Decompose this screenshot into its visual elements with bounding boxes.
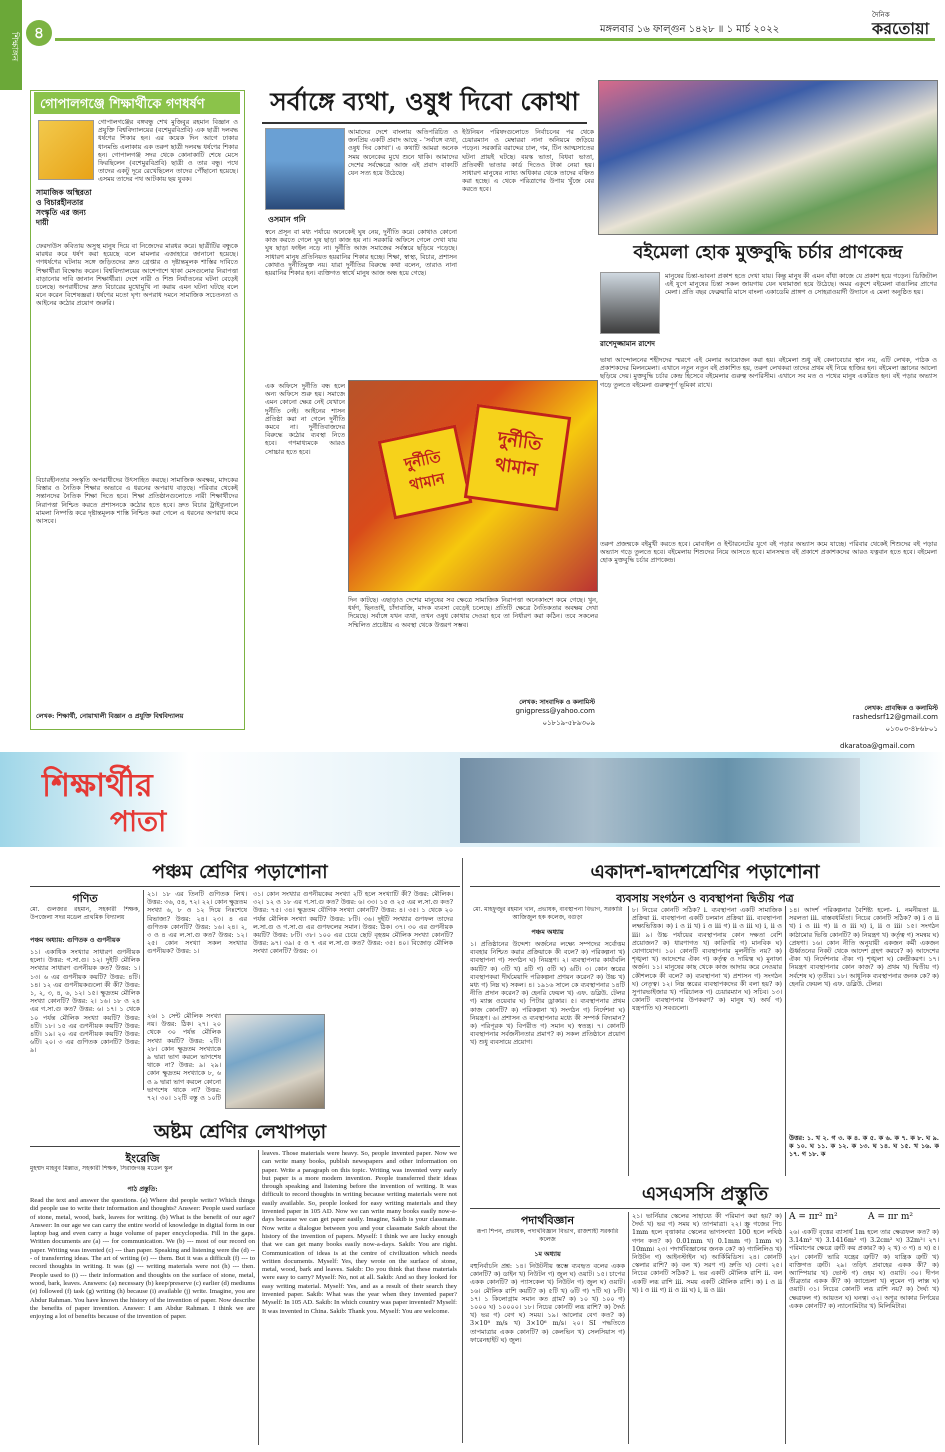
center-story-phone: ০১৮১৯-৫৮৯৩০৯: [542, 719, 595, 727]
class8-chapter: পাঠ প্রস্তুতি:: [127, 1185, 158, 1193]
page-number: ৪: [26, 20, 52, 46]
right-author-name: রাশেদুজ্জামান রাশেদ: [600, 339, 655, 348]
center-story-byline: লেখক: সাংবাদিক ও কলামিস্ট: [519, 698, 595, 706]
right-story-phone: ০১৩০৩-৪৮৬৮০১: [885, 725, 938, 733]
ssc-formula-2: A = πr m²: [868, 1212, 913, 1222]
class5-col-3: ২৬। ১ সেন্ট মৌলিক সংখ্যা নয়। উত্তর: ঠিক। ২৭। ২০ থেকে ৩০ পর্যন্ত মৌলিক সংখ্যা কয়টি? উত্তর: ২টি। ২৮। কোন ক্ষুদ্রতম সংখ্যাকে ৯ দ্বারা ভাগ করলে ভাগশেষ থাকে না? উত্তর: ৯। ২৯। কোন ক্ষুদ্রতম সংখ্যাকে ৮, ৬ ও ৯ দ্বারা ভাগ করলে কোনো ভাগশেষ থাকে না? উত্তর: ৭২। ৩০। ১২টি বস্তু ও ১০টি: [147, 1012, 221, 1102]
issue-date: মঙ্গলবার ১৬ ফাল্গুন ১৪২৮ ॥ ১ মার্চ ২০২২: [600, 24, 780, 35]
right-story-body-2: ভাষা আন্দোলনের শহীদদের স্মরণে এই মেলার আয়োজন করা হয়। বইমেলা শুধু বই কেনাবেচার স্থান নয়, এটি লেখক, পাঠক ও প্রকাশকদের মিলনমেলা। এখানে নতুন নতুন বই প্রকাশিত হয়, তরুণ লেখকরা তাদের প্রথম বই নিয়ে হাজির হন। বইমেলা জ্ঞানের আলো ছড়িয়ে দেয়। মুক্তবুদ্ধি চর্চার কেন্দ্র হিসেবে বইমেলার গুরুত্ব অপরিসীম। এখানে সব মত ও পথের মানুষ একত্রিত হন। বই পড়ার অভ্যাস গড়ে তুলতে বইমেলা গুরুত্বপূর্ণ ভূমিকা রাখে।: [600, 356, 937, 389]
left-story-body-1: গোপালগঞ্জের বঙ্গবন্ধু শেখ মুজিবুর রহমান বিজ্ঞান ও প্রযুক্তি বিশ্ববিদ্যালয়ের (বশেমুরবিপ্রবি) এক ছাত্রী দলবদ্ধ ধর্ষণের শিকার হন। এর কয়েক দিন আগে ঢাকার ধানমন্ডি এলাকায় এক তরুণ ছাত্রী দলবদ্ধ ধর্ষণের শিকার হন। গোপালগঞ্জ সদর থেকে কোনাকাটি শেষে মেসে ফিরছিলেন (বশেমুরবিপ্রবি) ছাত্রী ও তার বন্ধু। পথে তাদের একটু দূরে রেখেছিলেন তাদের পৌঁছানো হয়েছে। এসময় তাদের পথ আটকায় ছয় যুবক।: [98, 118, 238, 184]
ssc-col-1: বহুনির্বাচনি প্রশ্ন: ১৪। নিউটনীয় স্তম্ভে ব্যবহৃত বলের একক কোনটি? ক) ডাইন খ) নিউটন গ) জুল ঘ) ওয়াট। ১৫। চাপের একক কোনটি? ক) প্যাসকেল খ) নিউটন গ) জুল ঘ) ওয়াট। ১৬। মৌলিক রাশি কয়টি? ক) ৫টি খ) ৬টি গ) ৭টি ঘ) ৮টি। ১৭। ১ কিলোগ্রাম সমান কত গ্রাম? ক) ১০ খ) ১০০ গ) ১০০০ ঘ) ১০০০০। ১৮। নিচের কোনটি লব্ধ রাশি? ক) দৈর্ঘ্য খ) ভর গ) বেগ ঘ) সময়। ১৯। আলোর বেগ কত? ক) 3×10⁸ m/s খ) 3×10⁶ m/s। ২০। SI পদ্ধতিতে তাপমাত্রার একক কোনটি? ক) কেলভিন খ) সেলসিয়াস গ) ফারেনহাইট ঘ) জুল।: [470, 1262, 625, 1344]
ssc-subject: পদার্থবিজ্ঞান: [520, 1214, 575, 1227]
sign-large: দুর্নীতি থামান: [464, 404, 571, 511]
right-story-body-3: তরুণ প্রজন্মকে বইমুখী করতে হবে। মোবাইল ও ইন্টারনেটের যুগে বই পড়ার অভ্যাস কমে যাচ্ছে। পরিবার থেকেই শিশুদের বই পড়ার অভ্যাস গড়ে তুলতে হবে। বইমেলায় শিশুদের নিয়ে আসতে হবে। মানসম্মত বই প্রকাশে প্রকাশকদের আরও যত্নবান হতে হবে। বইমেলা হোক মুক্তবুদ্ধি চর্চার প্রাণকেন্দ্র।: [600, 540, 937, 565]
class5-col-2: ২১। ১৮ এর তিনটি গুণিতক লিখ। উত্তর: ৩৬, ৫৪, ৭২। ২২। কোন ক্ষুদ্রতম সংখ্যা ৬, ৮ ও ১২ দিয়ে নিঃশেষে বিভাজ্য? উত্তর: ২৪। ২৩। ৪ এর গুণিতক কোনটি? উত্তর: ১৬। ২৪। ২, ৩ ও ৪ এর ল.সা.গু কত? উত্তর: ১২। ২৫। কোন সংখ্যা সকল সংখ্যার গুণনীয়ক? উত্তর: ১।: [147, 890, 247, 956]
class5-subject: গণিত: [72, 892, 98, 905]
ssc-formula-1: A = πr² m²: [789, 1212, 838, 1222]
ssc-heading: এসএসসি প্রস্তুতি: [641, 1183, 769, 1205]
class11-subject: ব্যবসায় সংগঠন ও ব্যবস্থাপনা দ্বিতীয় পত্র: [616, 892, 794, 905]
header-rule: [55, 38, 935, 41]
ssc-col-3: ২৬। একটি বৃত্তের ব্যাসার্ধ 1m হলে তার ক্ষেত্রফল কত? ক) 3.14m² খ) 3.1416m² গ) 3.2cm² ঘ) 32m²। ২৭। পরিমাপের ক্ষেত্রে ত্রুটি কয় প্রকার? ক) ২ খ) ৩ গ) ৪ ঘ) ৫। ২৮। কোনটি ভারি যন্ত্রের ত্রুটি? ক) যান্ত্রিক ত্রুটি খ) ব্যক্তিগত ত্রুটি। ২৯। তড়িৎ প্রবাহের একক কী? ক) অ্যাম্পিয়ার খ) ভোল্ট গ) ওহম ঘ) ওয়াট। ৩০। দীপন তীব্রতার একক কী? ক) ক্যান্ডেলা খ) লুমেন গ) লাক্স ঘ) ওয়াট। ৩১। নিচের কোনটি লব্ধ রাশি নয়? ক) দৈর্ঘ্য খ) ক্ষেত্রফল গ) আয়তন ঘ) ঘনত্ব। ৩২। অণুর আকার নির্ণয়ের একক কোনটি? ক) ন্যানোমিটার খ) মিলিমিটার।: [789, 1228, 939, 1310]
class11-chapter: পঞ্চম অধ্যায়: [531, 928, 564, 936]
ssc-teacher: রূপা শিপন, প্রভাষক, পদার্থবিজ্ঞান বিভাগ, রাজশাহী সরকারি কলেজ: [476, 1228, 619, 1244]
center-story-email: gnigpress@yahoo.com: [515, 707, 595, 715]
center-story-body-3: এক অফিসে দুর্নীতি বন্ধ হলে অন্য অফিসে শুরু হয়। সমাজে এমন কোনো ক্ষেত্র নেই যেখানে দুর্নীতি নেই। আইনের শাসন প্রতিষ্ঠা করা না গেলে দুর্নীতি কমবে না। দুর্নীতিবাজদের বিরুদ্ধে কঠোর ব্যবস্থা নিতে হবে। গণমাধ্যমকে আরও সোচ্চার হতে হবে।: [265, 382, 345, 456]
class11-col-2: ৮। নিচের কোনটি সঠিক? i. ব্যবস্থাপনা একটি সামাজিক প্রক্রিয়া ii. ব্যবস্থাপনা একটি চলমান প্রক্রিয়া iii. ব্যবস্থাপনা লক্ষ্যভিত্তিক। ক) i ও ii খ) i ও iii গ) ii ও iii ঘ) i, ii ও iii। ৯। উচ্চ পর্যায়ের ব্যবস্থাপনায় কোন দক্ষতা বেশি প্রয়োজন? ক) ধারণাগত খ) কারিগরি গ) মানবিক ঘ) যোগাযোগ। ১০। কোনটি ব্যবস্থাপনার মূলনীতি নয়? ক) শৃঙ্খলা খ) আদেশের ঐক্য গ) কর্তৃত্ব ও দায়িত্ব ঘ) মুনাফা অর্জন। ১১। মানুষের কাছ থেকে কাজ আদায় করে নেওয়ার কৌশলকে কী বলে? ক) ব্যবস্থাপনা খ) প্রশাসন গ) সংগঠন ঘ) নেতৃত্ব। ১২। নিম্ন স্তরের ব্যবস্থাপকদের কী বলা হয়? ক) সুপারভাইজার খ) পরিচালক গ) চেয়ারম্যান ঘ) সচিব। ১৩। কোনটি ব্যবস্থাপনার উপকরণ? ক) মানুষ খ) অর্থ গ) যন্ত্রপাতি ঘ) সবগুলো।: [632, 906, 782, 1013]
left-story-photo: [38, 120, 94, 180]
ssc-rule: [470, 1208, 940, 1209]
class8-divider: [258, 1150, 259, 1445]
classroom-photo: [225, 1014, 325, 1109]
right-author-photo: [600, 272, 660, 334]
ssc-divider-2: [785, 1212, 786, 1444]
class5-rule: [30, 886, 460, 887]
banner-students-photo: [460, 758, 860, 843]
class11-divider-1: [628, 906, 629, 1176]
center-story-intro: আমাদের দেশে বাংলায় অতিপরিচিত ও জনপ্রিয় একটি প্রবাদ আছে - 'সর্বাঙ্গে ব্যথা, ওষুধ দিব কোথা'। এ কথাটি আমরা অনেক সময় অনেকের মুখে শুনে থাকি। আমাদের দেশের সর্বক্ষেত্রে আজ এই প্রবাদ বাক্যটি যেন সত্য হয়ে উঠেছে।: [348, 128, 458, 178]
paper-subtitle: দৈনিক: [872, 11, 890, 19]
ssc-divider-1: [628, 1212, 629, 1444]
class11-col-3: ১৪। আদর্শ পরিকল্পনার বৈশিষ্ট্য হলো- i. নমনীয়তা ii. সরলতা iii. বাস্তবধর্মিতা। নিচের কোনটি সঠিক? ক) i ও ii খ) i ও iii গ) ii ও iii ঘ) i, ii ও iii। ১৫। সংগঠন কাঠামোর ভিত্তি কোনটি? ক) নিয়ন্ত্রণ খ) কর্তৃত্ব গ) সমন্বয় ঘ) প্রেষণা। ১৬। কোন নীতি অনুযায়ী একজন কর্মী একজন ঊর্ধ্বতনের নিকট থেকে আদেশ গ্রহণ করবে? ক) আদেশের ঐক্য খ) নির্দেশনার ঐক্য গ) শৃঙ্খলা ঘ) কেন্দ্রীকরণ। ১৭। নিয়ন্ত্রণ ব্যবস্থাপনার কোন কাজ? ক) প্রথম খ) দ্বিতীয় গ) সর্বশেষ ঘ) তৃতীয়। ১৮। আধুনিক ব্যবস্থাপনার জনক কে? ক) হেনরি ফেয়ল খ) এফ. ডব্লিউ. টেলর।: [789, 906, 939, 988]
class5-chapter: পঞ্চম অধ্যায়: গুণিতক ও গুণনীয়ক: [30, 936, 121, 944]
class5-teacher: মো. গুলজার রহমান, সহকারী শিক্ষক, উপজেলা সদর মডেল প্রাথমিক বিদ্যালয়: [30, 906, 140, 922]
class8-col-2: leaves. Those materials were heavy. So, people invented paper. Now we can write many books, publish newspapers and other information on paper. Write a paragraph on this topic. Writing was invented very early but paper is a more modern invention. People transferred their ideas through speaking and listening before the invention of writing. It was difficult to record thoughts in writing because writing materials were not easily available. So, people looked for easy writing materials and they invented paper in 105 AD. Now we can write many books easily now-a-days because we can get paper easily. Imagine, Sakib is your classmate. Now write a dialogue between you and your classmate Sakib about the history of the invention of papers. Myself: I think we are lucky enough that we can get many books easily now-a-days. Sakib: You are right. Communication of ideas is at the centre of civilization which needs written documents. Myself: Yes, they wrote on the surface of stone, metal, wood, bark and leaves. Sakib: Do you think that these materials were easy to carry? Myself: No, not at all. Sakib: And so they looked for easy writing material. Myself: Yes, and as a result of their search they invented paper. Sakib: What was the year when they invented paper? Myself: In 105 AD. Sakib: In which country was paper invented? Myself: It was invented in China. Sakib: Thank you. Myself: You are welcome.: [262, 1150, 457, 1315]
class11-heading: একাদশ-দ্বাদশশ্রেণির পড়াশোনা: [590, 861, 820, 883]
class5-col-1: ১১। একাধিক সংখ্যার সাধারণ গুণনীয়ক হলো। উত্তর: গ.সা.গু। ১২। দুইটি মৌলিক সংখ্যার সাধারণ গুণনীয়ক কত? উত্তর: ১। ১৩। ৬ এর গুণনীয়ক কয়টি? উত্তর: ৪টি। ১৪। ১২ এর গুণনীয়কগুলো কী কী? উত্তর: ১, ২, ৩, ৪, ৬, ১২। ১৫। ক্ষুদ্রতম মৌলিক সংখ্যা কোনটি? উত্তর: ২। ১৬। ১৮ ও ২৪ এর গ.সা.গু কত? উত্তর: ৬। ১৭। ১ থেকে ১০ পর্যন্ত মৌলিক সংখ্যা কয়টি? উত্তর: ৪টি। ১৮। ১৫ এর গুণনীয়ক কয়টি? উত্তর: ৪টি। ১৯। ২০ এর গুণনীয়ক কয়টি? উত্তর: ৬টি। ২০। ৩ এর গুণিতক কোনটি? উত্তর: ৯।: [30, 948, 140, 1055]
class11-answers: উত্তর: ১. খ ২. গ ৩. ক ৪. ক ৫. ক ৬. ক ৭. ক ৮. ঘ ৯. ক ১০. ঘ ১১. ক ১২. ক ১৩. ঘ ১৪. ঘ ১৫. খ ১৬. ক ১৭. গ ১৮. ক: [789, 1134, 939, 1159]
sign-small: দুর্নীতি থামান: [378, 425, 473, 520]
class5-col-4: ৩১। কোন সংখ্যার গুণনীয়কের সংখ্যা ২টি হলে সংখ্যাটি কী? উত্তর: মৌলিক। ৩২। ১২ ও ১৮ এর গ.সা.গু কত? উত্তর: ৬। ৩৩। ১৫ ও ২৫ এর ল.সা.গু কত? উত্তর: ৭৫। ৩৪। ক্ষুদ্রতম যৌগিক সংখ্যা কোনটি? উত্তর: ৪। ৩৫। ১ থেকে ২০ পর্যন্ত মৌলিক সংখ্যা কয়টি? উত্তর: ৮টি। ৩৬। দুইটি সংখ্যার গুণফল তাদের ল.সা.গু ও গ.সা.গু এর গুণফলের সমান। উত্তর: ঠিক। ৩৭। ৩০ এর গুণনীয়ক কয়টি? উত্তর: ৮টি। ৩৮। ১০০ এর চেয়ে ছোট বৃহত্তম মৌলিক সংখ্যা কোনটি? উত্তর: ৯৭। ৩৯। ৫ ও ৭ এর ল.সা.গু কত? উত্তর: ৩৫। ৪০। বিজোড় মৌলিক সংখ্যা কোনটি? উত্তর: ৩।: [253, 890, 453, 956]
class8-heading: অষ্টম শ্রেণির লেখাপড়া: [153, 1121, 327, 1143]
center-story-body-4: দিন কাটছে। এছাড়াও দেশের মানুষের সব ক্ষেত্রে সামাজিক নিরাপত্তা অনেকাংশে কমে গেছে। খুন, ধর্ষণ, ছিনতাই, চাঁদাবাজি, মাদক ব্যবসা বেড়েই চলেছে। প্রতিটি ক্ষেত্রে নৈতিকতার অবক্ষয় দেখা দিয়েছে। সর্বাঙ্গে যখন ব্যথা, তখন ওষুধ কোথায় দেওয়া হবে তা নির্ধারণ করা কঠিন। তবে সকলের সম্মিলিত প্রচেষ্টায় এ অবস্থা থেকে উত্তরণ সম্ভব।: [348, 596, 598, 629]
class8-subject: ইংরেজি: [125, 1152, 160, 1165]
center-divider: [462, 858, 463, 1443]
left-story-byline: লেখক: শিক্ষার্থী, নোয়াখালী বিজ্ঞান ও প্রযুক্তি বিশ্ববিদ্যালয়: [36, 712, 184, 720]
ssc-chapter: ১ম অধ্যায়: [534, 1250, 561, 1258]
class8-col-1: Read the text and answer the questions. (a) Where did people write? Which things did people use to write their information and thoughts? Answer: People used surface of stone, metal, wood, bark, leaves for writing. (b) What is the benefit of our age? Answer: In our age we can carry the entire world of knowledge in digital form in our laptop bag and even carry a huge volume of paper encyclopedia. Fill in the gaps. Written documents are (a) --- for communication. We (b) --- most of our record on paper. Writing was invented (c) --- than paper. Speaking and listening were the (d) --- of transferring ideas. The art of writing (e) --- them. But it was a difficult (f) --- to record thoughts in writing. It was (g) --- writing materials were not (h) --- then. People used to (i) --- their information and thoughts on the surface of stone, metal, wood, bark, leaves. Answers: (a) necessary (b) keep/preserve (c) earlier (d) mediums (e) followed (f) task (g) writing (h) because (i) available (j) write. Imagine, you are Abdur Rahman. You have known the history of the invention of paper. Now describe the benefits of paper invention. Answer: I am Abdur Rahman. I think we are enjoying a lot of benefits because of the invention of paper.: [30, 1197, 255, 1321]
right-story-title: বইমেলা হোক মুক্তবুদ্ধি চর্চার প্রাণকেন্দ্র: [633, 242, 903, 263]
banner-subtitle: পাতা: [110, 805, 167, 838]
banner-email: dkaratoa@gmail.com: [840, 742, 915, 750]
banner-title: শিক্ষার্থীর: [42, 766, 153, 804]
right-story-byline: লেখক: প্রাবন্ধিক ও কলামিস্ট: [864, 704, 938, 712]
class11-divider-2: [785, 906, 786, 1176]
right-story-email: rashedsrf12@gmail.com: [852, 713, 938, 721]
paper-logo: করতোয়া: [872, 19, 930, 38]
ssc-col-2: ২১। ভার্নিয়ার স্কেলের সাহায্যে কী পরিমাপ করা হয়? ক) দৈর্ঘ্য খ) ভর গ) সময় ঘ) তাপমাত্রা। ২২। স্ক্রু গজের পিচ 1mm হলে বৃত্তাকার স্কেলের ভাগসংখ্যা 100 হলে লঘিষ্ঠ গণন কত? ক) 0.01mm খ) 0.1mm গ) 1mm ঘ) 10mm। ২৩। পদার্থবিজ্ঞানের জনক কে? ক) গ্যালিলিও খ) নিউটন গ) আইনস্টাইন ঘ) আর্কিমিডিস। ২৪। কোনটি স্কেলার রাশি? ক) বল খ) সরণ গ) দ্রুতি ঘ) বেগ। ২৫। নিচের কোনটি সঠিক? i. ভর একটি মৌলিক রাশি ii. বল একটি লব্ধ রাশি iii. সময় একটি মৌলিক রাশি। ক) i ও ii খ) i ও iii গ) ii ও iii ঘ) i, ii ও iii।: [632, 1212, 782, 1294]
class11-teacher: মো. মাহফুজুর রহমান খান, প্রভাষক, ব্যবস্থাপনা বিভাগ, সরকারি আজিজুল হক কলেজ, বগুড়া: [472, 906, 623, 922]
class11-col-1: ১। প্রতিষ্ঠানের উদ্দেশ্য অর্জনের লক্ষ্যে সম্পদের সর্বোত্তম ব্যবহার নিশ্চিত করার প্রক্রিয়াকে কী বলে? ক) পরিকল্পনা খ) ব্যবস্থাপনা গ) সংগঠন ঘ) নিয়ন্ত্রণ। ২। ব্যবস্থাপনার কার্যাবলি কয়টি? ক) ৩টি খ) ৪টি গ) ৫টি ঘ) ৬টি। ৩। কোন স্তরের ব্যবস্থাপকরা দীর্ঘমেয়াদি পরিকল্পনা প্রণয়ন করেন? ক) উচ্চ খ) মধ্য গ) নিম্ন ঘ) সকল। ৪। ১৯১৬ সালে কে ব্যবস্থাপনার ১৪টি নীতি প্রদান করেন? ক) হেনরি ফেয়ল খ) এফ. ডব্লিউ. টেলর গ) ম্যাক্স ওয়েবার ঘ) পিটার ড্রাকার। ৫। ব্যবস্থাপনার প্রথম কাজ কোনটি? ক) পরিকল্পনা খ) সংগঠন গ) নির্দেশনা ঘ) নিয়ন্ত্রণ। ৬। প্রশাসন ও ব্যবস্থাপনার মধ্যে কী সম্পর্ক বিদ্যমান? ক) পরিপূরক খ) বিপরীত গ) সমান ঘ) স্বতন্ত্র। ৭। কোনটি ব্যবস্থাপনার সর্বজনীনতার প্রমাণ? ক) সকল প্রতিষ্ঠানে প্রয়োগ খ) শুধু ব্যবসায়ে প্রয়োগ।: [470, 940, 625, 1047]
left-story-photo-caption: সামাজিক অস্থিরতা ও বিচারহীনতার সংস্কৃতি এর জন্য দায়ী: [36, 188, 92, 227]
section-tab: শিক্ষাঙ্গন: [0, 0, 22, 90]
left-story-body-2: ফেরদাউস কবিতায় অসুস্থ মানুষ দিয়ে বা নিজেদের মারধর করে। ছাত্রীটির বন্ধুকে মারধর করে ধর্ষণ করা হয়েছে বলে মামলার এজাহারে জানানো হয়েছে। গণধর্ষণের ঘটনায় সঙ্গে জড়িতদের দ্রুত গ্রেপ্তার ও দৃষ্টান্তমূলক শাস্তির দাবিতে শিক্ষার্থীরা বিক্ষোভ করেন। বিশ্ববিদ্যালয়ের আশেপাশে থাকা মেসগুলোর নিরাপত্তা বাড়ানোর দাবি জানান শিক্ষার্থীরা। দেশে নারী ও শিশু নির্যাতনের ঘটনা বেড়েই চলেছে। অপরাধীদের দ্রুত বিচারের মুখোমুখি না করায় এমন ঘটনা ঘটছে বলে মনে করেন বিশেষজ্ঞরা। ধর্ষণের মতো ঘৃণ্য অপরাধ দমনে সামাজিক সচেতনতা ও আইনের কঠোর প্রয়োগ জরুরি।: [36, 242, 238, 308]
right-story-body-1: মানুষের চিন্তা-ভাবনা প্রকাশ হতে দেখা যায়। কিন্তু মানুষ কী এমন বাঁধা কাজে যে প্রকাশ হয়ে গড়েন। ডিজিটাল এই যুগে মানুষের চিন্তা সকল জায়গায় যেন ঘষামাজা হয়ে উঠেছে। অমর একুশে বইমেলা বাঙালির প্রাণের মেলা। প্রতি বছর ফেব্রুয়ারি মাসে বাংলা একাডেমি প্রাঙ্গণ ও সোহরাওয়ার্দী উদ্যানে এ মেলা অনুষ্ঠিত হয়।: [665, 272, 937, 297]
class5-heading: পঞ্চম শ্রেণির পড়াশোনা: [152, 861, 328, 883]
center-story-body-2: ইউনিয়ন পরিষদগুলোতে নির্বাচনের পর থেকে চেয়ারম্যান ও মেম্বাররা নানা অনিয়মে জড়িয়ে পড়েন। সরকারি বরাদ্দের চাল, গম, টিন আত্মসাতের ঘটনা প্রায়ই ঘটছে। বয়স্ক ভাতা, বিধবা ভাতা, প্রতিবন্ধী ভাতার কার্ড দিতেও টাকা নেয়া হয়। সাধারণ মানুষের ন্যায্য অধিকার থেকে তাদের বঞ্চিত করা হচ্ছে। এ থেকে পরিত্রাণের উপায় খুঁজে বের করতে হবে।: [462, 128, 594, 194]
class11-rule: [470, 886, 940, 887]
left-story-title: গোপালগঞ্জে শিক্ষার্থীকে গণধর্ষণ: [34, 92, 240, 114]
author-photo: [265, 128, 345, 210]
center-story-title: সর্বাঙ্গে ব্যথা, ওষুধ দিবো কোথা: [262, 82, 587, 124]
class5-divider-1: [143, 890, 144, 1090]
class8-rule: [30, 1146, 460, 1147]
author-name: ওসমান গনি: [268, 214, 306, 224]
book-fair-photo: [598, 80, 938, 235]
class8-teacher: মুহম্মদ মাহবুব মিল্লাত, সহকারী শিক্ষক, সিরাজগঞ্জ মডেল স্কুল: [30, 1165, 173, 1172]
left-story-body-3: বিচারহীনতার সংস্কৃতি অপরাধীদের উৎসাহিত করছে। সামাজিক অবক্ষয়, মাদকের বিস্তার ও নৈতিক শিক্ষার অভাবে এ ধরনের অপরাধ বাড়ছে। পরিবার থেকেই সন্তানদের নৈতিক শিক্ষা দিতে হবে। শিক্ষা প্রতিষ্ঠানগুলোতে নারী শিক্ষার্থীদের নিরাপত্তা নিশ্চিত করতে প্রশাসনকে কঠোর হতে হবে। দ্রুত বিচার ট্রাইব্যুনালে মামলা নিষ্পত্তি করে দৃষ্টান্তমূলক শাস্তি নিশ্চিত করা গেলে এ ধরনের অপরাধ কমে আসবে।: [36, 476, 238, 526]
center-story-body-1: স্বনে প্রসূন বা মধ্য পর্যায়ে অনেকেই ঘুষ নেয়, দুর্নীতি করে। কোথাও কোনো কাজ করতে গেলে ঘুষ ছাড়া কাজ হয় না। সরকারি অফিসে গেলে দেখা যায় ঘুষ ছাড়া ফাইল নড়ে না। দুর্নীতি আজ সমাজের সর্বস্তরে ছড়িয়ে পড়েছে। সাধারণ মানুষ প্রতিনিয়ত হয়রানির শিকার হচ্ছে। শিক্ষা, স্বাস্থ্য, বিচার, প্রশাসন কোথাও দুর্নীতিমুক্ত নয়। যারা দুর্নীতির বিরুদ্ধে কথা বলেন, তারাও নানা হয়রানির শিকার হন। ব্যক্তিগত স্বার্থে মানুষ আজ অন্ধ হয়ে গেছে।: [265, 228, 457, 278]
